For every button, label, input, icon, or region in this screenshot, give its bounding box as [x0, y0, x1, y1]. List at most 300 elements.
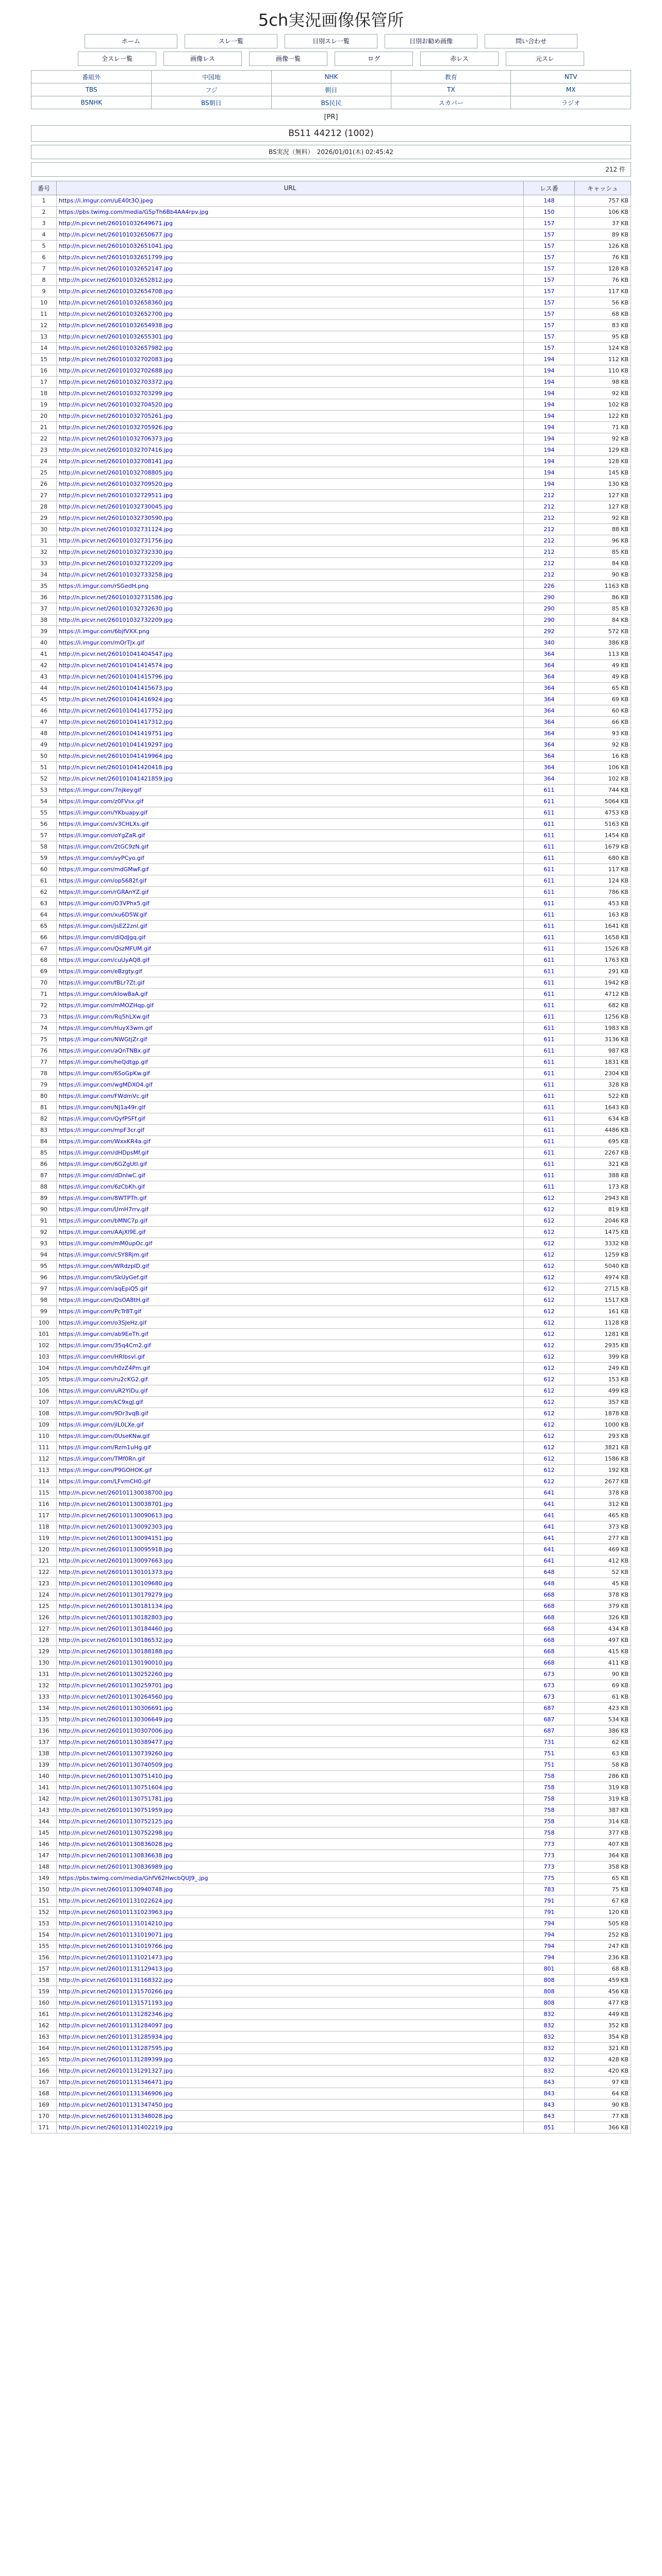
res-number-link[interactable]: 611	[543, 1183, 555, 1190]
res-number-link[interactable]: 611	[543, 787, 555, 793]
res-number-link[interactable]: 612	[543, 1217, 555, 1224]
nav-all-threads[interactable]: 全スレ一覧	[78, 52, 156, 66]
res-number-link[interactable]: 612	[543, 1308, 555, 1315]
res-number-link[interactable]: 364	[543, 753, 555, 759]
res-number-link[interactable]: 612	[543, 1240, 555, 1247]
image-url-link[interactable]: https://i.imgur.com/QszMFUM.gif	[59, 945, 151, 952]
res-number-link[interactable]: 194	[543, 469, 555, 476]
nav-daily-recommended[interactable]: 日別お勧め画像	[385, 34, 477, 48]
image-url-link[interactable]: https://i.imgur.com/bMNC7p.gif	[59, 1217, 147, 1224]
nav-log[interactable]: ログ	[335, 52, 413, 66]
res-number-link[interactable]: 668	[543, 1591, 555, 1598]
channel-link[interactable]: NTV	[511, 71, 631, 83]
image-url-link[interactable]: https://i.imgur.com/9Dr3vqB.gif	[59, 1410, 148, 1417]
res-number-link[interactable]: 611	[543, 1002, 555, 1009]
res-number-link[interactable]: 641	[543, 1557, 555, 1564]
image-url-link[interactable]: https://i.imgur.com/QsOA8tH.gif	[59, 1297, 150, 1303]
image-url-link[interactable]: http://n.picvr.net/260101032706373.jpg	[59, 435, 173, 442]
image-url-link[interactable]: http://n.picvr.net/260101131571193.jpg	[59, 1999, 173, 2006]
res-number-link[interactable]: 612	[543, 1365, 555, 1371]
image-url-link[interactable]: http://n.picvr.net/260101131129413.jpg	[59, 1965, 173, 1972]
res-number-link[interactable]: 758	[543, 1773, 555, 1780]
image-url-link[interactable]: https://i.imgur.com/vyPCyo.gif	[59, 855, 144, 861]
image-url-link[interactable]: https://i.imgur.com/dlQdJgq.gif	[59, 934, 146, 941]
image-url-link[interactable]: https://i.imgur.com/AAjXl9E.gif	[59, 1229, 146, 1235]
image-url-link[interactable]: http://n.picvr.net/260101130179279.jpg	[59, 1591, 173, 1598]
image-url-link[interactable]: http://n.picvr.net/260101131348028.jpg	[59, 2113, 173, 2120]
res-number-link[interactable]: 773	[543, 1841, 555, 1848]
res-number-link[interactable]: 641	[543, 1501, 555, 1507]
nav-contact[interactable]: 問い合わせ	[485, 34, 577, 48]
image-url-link[interactable]: https://i.imgur.com/P9GOHOK.gif	[59, 1467, 152, 1473]
image-url-link[interactable]: https://i.imgur.com/uR2YIDu.gif	[59, 1387, 148, 1394]
image-url-link[interactable]: http://n.picvr.net/260101130752125.jpg	[59, 1818, 173, 1825]
res-number-link[interactable]: 612	[543, 1206, 555, 1213]
res-number-link[interactable]: 364	[543, 651, 555, 657]
res-number-link[interactable]: 758	[543, 1818, 555, 1825]
res-number-link[interactable]: 612	[543, 1399, 555, 1405]
res-number-link[interactable]: 157	[543, 288, 555, 295]
image-url-link[interactable]: http://n.picvr.net/260101032731756.jpg	[59, 537, 173, 544]
channel-link[interactable]: 朝日	[271, 83, 391, 96]
image-url-link[interactable]: https://i.imgur.com/HRIbsvl.gif	[59, 1353, 145, 1360]
res-number-link[interactable]: 612	[543, 1297, 555, 1303]
res-number-link[interactable]: 212	[543, 503, 555, 510]
image-url-link[interactable]: https://i.imgur.com/rSGedH.png	[59, 583, 149, 589]
image-url-link[interactable]: http://n.picvr.net/260101131284097.jpg	[59, 2022, 173, 2029]
res-number-link[interactable]: 148	[543, 197, 555, 204]
channel-link[interactable]: TBS	[31, 83, 152, 96]
image-url-link[interactable]: http://n.picvr.net/260101032730045.jpg	[59, 503, 173, 510]
image-url-link[interactable]: https://i.imgur.com/8WTPTh.gif	[59, 1195, 147, 1201]
res-number-link[interactable]: 150	[543, 209, 555, 215]
image-url-link[interactable]: https://i.imgur.com/rGRAnYZ.gif	[59, 889, 149, 895]
res-number-link[interactable]: 611	[543, 821, 555, 827]
res-number-link[interactable]: 612	[543, 1342, 555, 1349]
image-url-link[interactable]: http://n.picvr.net/260101032703299.jpg	[59, 390, 173, 397]
channel-link[interactable]: 番組外	[31, 71, 152, 83]
res-number-link[interactable]: 611	[543, 1161, 555, 1167]
res-number-link[interactable]: 612	[543, 1387, 555, 1394]
res-number-link[interactable]: 648	[543, 1569, 555, 1575]
image-url-link[interactable]: http://n.picvr.net/260101032707416.jpg	[59, 447, 173, 453]
channel-link[interactable]: TX	[391, 83, 511, 96]
res-number-link[interactable]: 612	[543, 1410, 555, 1417]
image-url-link[interactable]: http://n.picvr.net/260101041415796.jpg	[59, 673, 173, 680]
image-url-link[interactable]: http://n.picvr.net/260101032732330.jpg	[59, 549, 173, 555]
res-number-link[interactable]: 832	[543, 2022, 555, 2029]
image-url-link[interactable]: http://n.picvr.net/260101032732209.jpg	[59, 560, 173, 567]
res-number-link[interactable]: 157	[543, 243, 555, 249]
nav-original-thread[interactable]: 元スレ	[506, 52, 584, 66]
res-number-link[interactable]: 773	[543, 1863, 555, 1870]
image-url-link[interactable]: http://n.picvr.net/260101130751959.jpg	[59, 1807, 173, 1814]
nav-image-res[interactable]: 画像レス	[163, 52, 242, 66]
image-url-link[interactable]: https://i.imgur.com/0UseKNw.gif	[59, 1433, 150, 1439]
res-number-link[interactable]: 611	[543, 1138, 555, 1145]
image-url-link[interactable]: http://n.picvr.net/260101032704520.jpg	[59, 401, 173, 408]
image-url-link[interactable]: http://n.picvr.net/260101131285934.jpg	[59, 2033, 173, 2040]
image-url-link[interactable]: http://n.picvr.net/260101032708141.jpg	[59, 458, 173, 465]
channel-link[interactable]: BS民民	[271, 96, 391, 109]
res-number-link[interactable]: 794	[543, 1920, 555, 1927]
res-number-link[interactable]: 758	[543, 1829, 555, 1836]
res-number-link[interactable]: 194	[543, 447, 555, 453]
image-url-link[interactable]: http://n.picvr.net/260101041420418.jpg	[59, 764, 173, 771]
image-url-link[interactable]: https://i.imgur.com/6SoGpKw.gif	[59, 1070, 150, 1077]
res-number-link[interactable]: 212	[543, 571, 555, 578]
nav-home[interactable]: ホーム	[85, 34, 177, 48]
image-url-link[interactable]: http://n.picvr.net/260101130186532.jpg	[59, 1637, 173, 1643]
image-url-link[interactable]: http://n.picvr.net/260101131023963.jpg	[59, 1909, 173, 1916]
res-number-link[interactable]: 832	[543, 2033, 555, 2040]
image-url-link[interactable]: http://n.picvr.net/260101032652147.jpg	[59, 265, 173, 272]
res-number-link[interactable]: 612	[543, 1274, 555, 1281]
res-number-link[interactable]: 611	[543, 934, 555, 941]
res-number-link[interactable]: 611	[543, 1104, 555, 1111]
res-number-link[interactable]: 758	[543, 1795, 555, 1802]
image-url-link[interactable]: http://n.picvr.net/260101130092303.jpg	[59, 1523, 173, 1530]
image-url-link[interactable]: http://n.picvr.net/260101032650677.jpg	[59, 231, 173, 238]
image-url-link[interactable]: http://n.picvr.net/260101032657982.jpg	[59, 345, 173, 351]
image-url-link[interactable]: https://i.imgur.com/O3VPhx5.gif	[59, 900, 150, 907]
image-url-link[interactable]: https://i.imgur.com/mM0upOc.gif	[59, 1240, 153, 1247]
image-url-link[interactable]: http://n.picvr.net/260101130181134.jpg	[59, 1603, 173, 1609]
res-number-link[interactable]: 364	[543, 775, 555, 782]
res-number-link[interactable]: 612	[543, 1319, 555, 1326]
image-url-link[interactable]: https://i.imgur.com/dDnIwC.gif	[59, 1172, 145, 1179]
res-number-link[interactable]: 611	[543, 1036, 555, 1043]
image-url-link[interactable]: https://i.imgur.com/cSY8Rjm.gif	[59, 1251, 148, 1258]
image-url-link[interactable]: http://n.picvr.net/260101032705926.jpg	[59, 424, 173, 431]
res-number-link[interactable]: 194	[543, 356, 555, 363]
res-number-link[interactable]: 832	[543, 2067, 555, 2074]
image-url-link[interactable]: http://n.picvr.net/260101032729511.jpg	[59, 492, 173, 499]
res-number-link[interactable]: 668	[543, 1637, 555, 1643]
res-number-link[interactable]: 611	[543, 832, 555, 839]
image-url-link[interactable]: http://n.picvr.net/260101131346906.jpg	[59, 2090, 173, 2097]
res-number-link[interactable]: 194	[543, 424, 555, 431]
res-number-link[interactable]: 212	[543, 515, 555, 521]
res-number-link[interactable]: 791	[543, 1909, 555, 1916]
image-url-link[interactable]: http://n.picvr.net/260101032708805.jpg	[59, 469, 173, 476]
image-url-link[interactable]: http://n.picvr.net/260101130836638.jpg	[59, 1852, 173, 1859]
image-url-link[interactable]: http://n.picvr.net/260101130094151.jpg	[59, 1535, 173, 1541]
res-number-link[interactable]: 611	[543, 1081, 555, 1088]
res-number-link[interactable]: 687	[543, 1705, 555, 1711]
res-number-link[interactable]: 611	[543, 866, 555, 873]
image-url-link[interactable]: http://n.picvr.net/260101032649671.jpg	[59, 220, 173, 227]
res-number-link[interactable]: 832	[543, 2045, 555, 2052]
image-url-link[interactable]: https://pbs.twimg.com/media/G5pTh6Bb4AA4rpv.jpg	[59, 209, 209, 215]
res-number-link[interactable]: 611	[543, 809, 555, 816]
image-url-link[interactable]: https://i.imgur.com/FWdmVc.gif	[59, 1093, 148, 1099]
image-url-link[interactable]: https://i.imgur.com/v3CHLXs.gif	[59, 821, 149, 827]
image-url-link[interactable]: http://n.picvr.net/260101130101373.jpg	[59, 1569, 173, 1575]
image-url-link[interactable]: https://i.imgur.com/oYgZaR.gif	[59, 832, 145, 839]
image-url-link[interactable]: https://i.imgur.com/NWGtjZr.gif	[59, 1036, 147, 1043]
res-number-link[interactable]: 751	[543, 1761, 555, 1768]
res-number-link[interactable]: 611	[543, 900, 555, 907]
image-url-link[interactable]: https://i.imgur.com/UmH7rrv.gif	[59, 1206, 148, 1213]
image-url-link[interactable]: https://i.imgur.com/LFvmCH0.gif	[59, 1478, 151, 1485]
res-number-link[interactable]: 843	[543, 2102, 555, 2108]
image-url-link[interactable]: https://i.imgur.com/6GZgUtI.gif	[59, 1161, 147, 1167]
image-url-link[interactable]: https://i.imgur.com/aQnTNBx.gif	[59, 1047, 150, 1054]
image-url-link[interactable]: http://n.picvr.net/260101131019071.jpg	[59, 1931, 173, 1938]
res-number-link[interactable]: 611	[543, 991, 555, 997]
image-url-link[interactable]: http://n.picvr.net/260101131291327.jpg	[59, 2067, 173, 2074]
image-url-link[interactable]: https://i.imgur.com/xu6D5W.gif	[59, 911, 147, 918]
image-url-link[interactable]: http://n.picvr.net/260101130307006.jpg	[59, 1727, 173, 1734]
channel-link[interactable]: BS朝日	[152, 96, 271, 109]
image-url-link[interactable]: http://n.picvr.net/260101130188188.jpg	[59, 1648, 173, 1655]
res-number-link[interactable]: 157	[543, 254, 555, 261]
image-url-link[interactable]: https://i.imgur.com/uE40t3O.jpeg	[59, 197, 153, 204]
image-url-link[interactable]: http://n.picvr.net/260101131346471.jpg	[59, 2079, 173, 2086]
nav-daily-threads[interactable]: 日別スレ一覧	[285, 34, 377, 48]
res-number-link[interactable]: 157	[543, 231, 555, 238]
res-number-link[interactable]: 794	[543, 1954, 555, 1961]
res-number-link[interactable]: 641	[543, 1523, 555, 1530]
res-number-link[interactable]: 157	[543, 265, 555, 272]
res-number-link[interactable]: 364	[543, 741, 555, 748]
image-url-link[interactable]: http://n.picvr.net/260101130038700.jpg	[59, 1489, 173, 1496]
res-number-link[interactable]: 687	[543, 1716, 555, 1723]
image-url-link[interactable]: http://n.picvr.net/260101131282346.jpg	[59, 2011, 173, 2018]
res-number-link[interactable]: 773	[543, 1852, 555, 1859]
image-url-link[interactable]: http://n.picvr.net/260101131019766.jpg	[59, 1943, 173, 1950]
res-number-link[interactable]: 611	[543, 798, 555, 805]
res-number-link[interactable]: 612	[543, 1285, 555, 1292]
res-number-link[interactable]: 157	[543, 311, 555, 317]
res-number-link[interactable]: 611	[543, 1115, 555, 1122]
image-url-link[interactable]: http://n.picvr.net/260101032702083.jpg	[59, 356, 173, 363]
res-number-link[interactable]: 290	[543, 594, 555, 601]
res-number-link[interactable]: 611	[543, 968, 555, 975]
image-url-link[interactable]: http://n.picvr.net/260101131014210.jpg	[59, 1920, 173, 1927]
image-url-link[interactable]: http://n.picvr.net/260101032652700.jpg	[59, 311, 173, 317]
res-number-link[interactable]: 194	[543, 379, 555, 385]
channel-link[interactable]: MX	[511, 83, 631, 96]
image-url-link[interactable]: http://n.picvr.net/260101130252260.jpg	[59, 1671, 173, 1677]
image-url-link[interactable]: http://n.picvr.net/260101130751410.jpg	[59, 1773, 173, 1780]
image-url-link[interactable]: http://n.picvr.net/260101131570266.jpg	[59, 1988, 173, 1995]
res-number-link[interactable]: 226	[543, 583, 555, 589]
res-number-link[interactable]: 157	[543, 333, 555, 340]
res-number-link[interactable]: 668	[543, 1625, 555, 1632]
image-url-link[interactable]: https://i.imgur.com/PcTr8T.gif	[59, 1308, 142, 1315]
res-number-link[interactable]: 290	[543, 617, 555, 623]
res-number-link[interactable]: 808	[543, 1999, 555, 2006]
res-number-link[interactable]: 611	[543, 1070, 555, 1077]
image-url-link[interactable]: https://i.imgur.com/NJ1a49r.gif	[59, 1104, 146, 1111]
thread-title[interactable]: BS11 44212 (1002)	[31, 125, 631, 142]
image-url-link[interactable]: http://n.picvr.net/260101032705261.jpg	[59, 413, 173, 419]
image-url-link[interactable]: http://n.picvr.net/260101032730590.jpg	[59, 515, 173, 521]
res-number-link[interactable]: 641	[543, 1512, 555, 1519]
image-url-link[interactable]: https://i.imgur.com/ab9EeTh.gif	[59, 1331, 148, 1337]
res-number-link[interactable]: 611	[543, 1047, 555, 1054]
image-url-link[interactable]: https://i.imgur.com/YKbuapy.gif	[59, 809, 147, 816]
image-url-link[interactable]: http://n.picvr.net/260101041416924.jpg	[59, 696, 173, 703]
channel-link[interactable]: フジ	[152, 83, 271, 96]
image-url-link[interactable]: http://n.picvr.net/260101130389477.jpg	[59, 1739, 173, 1745]
image-url-link[interactable]: http://n.picvr.net/260101131347450.jpg	[59, 2102, 173, 2108]
res-number-link[interactable]: 641	[543, 1546, 555, 1553]
image-url-link[interactable]: http://n.picvr.net/260101041419964.jpg	[59, 753, 173, 759]
res-number-link[interactable]: 794	[543, 1931, 555, 1938]
channel-link[interactable]: BSNHK	[31, 96, 152, 109]
image-url-link[interactable]: http://n.picvr.net/260101032655301.jpg	[59, 333, 173, 340]
res-number-link[interactable]: 611	[543, 889, 555, 895]
image-url-link[interactable]: https://i.imgur.com/Rzm1uHg.gif	[59, 1444, 151, 1451]
image-url-link[interactable]: http://n.picvr.net/260101032733258.jpg	[59, 571, 173, 578]
res-number-link[interactable]: 212	[543, 549, 555, 555]
image-url-link[interactable]: https://i.imgur.com/fBLr7Zt.gif	[59, 979, 145, 986]
image-url-link[interactable]: http://n.picvr.net/260101032658360.jpg	[59, 299, 173, 306]
res-number-link[interactable]: 194	[543, 401, 555, 408]
res-number-link[interactable]: 364	[543, 764, 555, 771]
res-number-link[interactable]: 673	[543, 1671, 555, 1677]
image-url-link[interactable]: http://n.picvr.net/260101130836028.jpg	[59, 1841, 173, 1848]
res-number-link[interactable]: 364	[543, 696, 555, 703]
image-url-link[interactable]: http://n.picvr.net/260101130836989.jpg	[59, 1863, 173, 1870]
res-number-link[interactable]: 832	[543, 2056, 555, 2063]
image-url-link[interactable]: https://i.imgur.com/SkUyGef.gif	[59, 1274, 147, 1281]
res-number-link[interactable]: 611	[543, 1127, 555, 1133]
channel-link[interactable]: ラジオ	[511, 96, 631, 109]
image-url-link[interactable]: https://i.imgur.com/o3SJeHz.gif	[59, 1319, 147, 1326]
res-number-link[interactable]: 340	[543, 639, 555, 646]
res-number-link[interactable]: 668	[543, 1603, 555, 1609]
res-number-link[interactable]: 194	[543, 413, 555, 419]
image-url-link[interactable]: http://n.picvr.net/260101130306649.jpg	[59, 1716, 173, 1723]
image-url-link[interactable]: http://n.picvr.net/260101130097663.jpg	[59, 1557, 173, 1564]
res-number-link[interactable]: 843	[543, 2113, 555, 2120]
res-number-link[interactable]: 612	[543, 1467, 555, 1473]
res-number-link[interactable]: 194	[543, 390, 555, 397]
image-url-link[interactable]: https://i.imgur.com/opS682f.gif	[59, 877, 147, 884]
res-number-link[interactable]: 758	[543, 1784, 555, 1791]
res-number-link[interactable]: 673	[543, 1682, 555, 1689]
res-number-link[interactable]: 611	[543, 945, 555, 952]
image-url-link[interactable]: http://n.picvr.net/260101130306691.jpg	[59, 1705, 173, 1711]
image-url-link[interactable]: https://i.imgur.com/WRdzpID.gif	[59, 1263, 150, 1269]
res-number-link[interactable]: 612	[543, 1444, 555, 1451]
image-url-link[interactable]: http://n.picvr.net/260101032732209.jpg	[59, 617, 173, 623]
image-url-link[interactable]: http://n.picvr.net/260101130259701.jpg	[59, 1682, 173, 1689]
image-url-link[interactable]: http://n.picvr.net/260101032702688.jpg	[59, 367, 173, 374]
res-number-link[interactable]: 641	[543, 1535, 555, 1541]
res-number-link[interactable]: 194	[543, 367, 555, 374]
channel-link[interactable]: スカパー	[391, 96, 511, 109]
image-url-link[interactable]: http://n.picvr.net/260101041421859.jpg	[59, 775, 173, 782]
image-url-link[interactable]: http://n.picvr.net/260101131287595.jpg	[59, 2045, 173, 2052]
image-url-link[interactable]: https://i.imgur.com/kC9xgJ.gif	[59, 1399, 143, 1405]
image-url-link[interactable]: http://n.picvr.net/260101032731124.jpg	[59, 526, 173, 533]
res-number-link[interactable]: 612	[543, 1478, 555, 1485]
res-number-link[interactable]: 611	[543, 923, 555, 929]
res-number-link[interactable]: 612	[543, 1376, 555, 1383]
res-number-link[interactable]: 775	[543, 1875, 555, 1882]
image-url-link[interactable]: https://i.imgur.com/7njkey.gif	[59, 787, 142, 793]
res-number-link[interactable]: 758	[543, 1807, 555, 1814]
image-url-link[interactable]: http://n.picvr.net/260101130190010.jpg	[59, 1659, 173, 1666]
res-number-link[interactable]: 364	[543, 707, 555, 714]
image-url-link[interactable]: http://n.picvr.net/260101131289399.jpg	[59, 2056, 173, 2063]
res-number-link[interactable]: 612	[543, 1229, 555, 1235]
res-number-link[interactable]: 611	[543, 1059, 555, 1065]
res-number-link[interactable]: 612	[543, 1433, 555, 1439]
image-url-link[interactable]: http://n.picvr.net/260101130182803.jpg	[59, 1614, 173, 1621]
res-number-link[interactable]: 157	[543, 345, 555, 351]
image-url-link[interactable]: https://i.imgur.com/HuyX3wm.gif	[59, 1025, 153, 1031]
res-number-link[interactable]: 794	[543, 1943, 555, 1950]
image-url-link[interactable]: http://n.picvr.net/260101032709520.jpg	[59, 481, 173, 487]
image-url-link[interactable]: http://n.picvr.net/260101130038701.jpg	[59, 1501, 173, 1507]
image-url-link[interactable]: https://i.imgur.com/mMOZHqp.gif	[59, 1002, 154, 1009]
nav-thread-list[interactable]: スレ一覧	[185, 34, 277, 48]
site-title[interactable]: 5ch実況画像保管所	[258, 10, 404, 30]
res-number-link[interactable]: 668	[543, 1648, 555, 1655]
image-url-link[interactable]: http://n.picvr.net/260101032654938.jpg	[59, 322, 173, 329]
res-number-link[interactable]: 611	[543, 1025, 555, 1031]
image-url-link[interactable]: http://n.picvr.net/260101041415673.jpg	[59, 685, 173, 691]
res-number-link[interactable]: 612	[543, 1331, 555, 1337]
image-url-link[interactable]: http://n.picvr.net/260101041419297.jpg	[59, 741, 173, 748]
res-number-link[interactable]: 611	[543, 911, 555, 918]
res-number-link[interactable]: 612	[543, 1251, 555, 1258]
image-url-link[interactable]: http://n.picvr.net/260101032654708.jpg	[59, 288, 173, 295]
res-number-link[interactable]: 157	[543, 277, 555, 283]
image-url-link[interactable]: http://n.picvr.net/260101130751781.jpg	[59, 1795, 173, 1802]
image-url-link[interactable]: http://n.picvr.net/260101041417752.jpg	[59, 707, 173, 714]
image-url-link[interactable]: http://n.picvr.net/260101032651041.jpg	[59, 243, 173, 249]
res-number-link[interactable]: 611	[543, 1013, 555, 1020]
image-url-link[interactable]: http://n.picvr.net/260101032732630.jpg	[59, 605, 173, 612]
res-number-link[interactable]: 194	[543, 458, 555, 465]
res-number-link[interactable]: 611	[543, 877, 555, 884]
image-url-link[interactable]: http://n.picvr.net/260101041417312.jpg	[59, 719, 173, 725]
image-url-link[interactable]: http://n.picvr.net/260101131402219.jpg	[59, 2124, 173, 2131]
nav-red-res[interactable]: 赤レス	[420, 52, 499, 66]
res-number-link[interactable]: 673	[543, 1693, 555, 1700]
res-number-link[interactable]: 212	[543, 560, 555, 567]
res-number-link[interactable]: 364	[543, 673, 555, 680]
nav-image-list[interactable]: 画像一覧	[249, 52, 327, 66]
image-url-link[interactable]: https://i.imgur.com/QyfPSFf.gif	[59, 1115, 145, 1122]
res-number-link[interactable]: 612	[543, 1353, 555, 1360]
res-number-link[interactable]: 364	[543, 685, 555, 691]
res-number-link[interactable]: 612	[543, 1263, 555, 1269]
res-number-link[interactable]: 611	[543, 1172, 555, 1179]
res-number-link[interactable]: 212	[543, 526, 555, 533]
image-url-link[interactable]: https://i.imgur.com/dHDpsMf.gif	[59, 1149, 149, 1156]
res-number-link[interactable]: 832	[543, 2011, 555, 2018]
res-number-link[interactable]: 687	[543, 1727, 555, 1734]
res-number-link[interactable]: 364	[543, 730, 555, 737]
image-url-link[interactable]: https://i.imgur.com/WxxKR4a.gif	[59, 1138, 151, 1145]
image-url-link[interactable]: https://i.imgur.com/TMf0Rn.gif	[59, 1455, 145, 1462]
image-url-link[interactable]: https://i.imgur.com/heQdtgp.gif	[59, 1059, 148, 1065]
res-number-link[interactable]: 808	[543, 1988, 555, 1995]
image-url-link[interactable]: https://i.imgur.com/mdGMwF.gif	[59, 866, 149, 873]
image-url-link[interactable]: https://i.imgur.com/6bjfVXX.png	[59, 628, 150, 635]
image-url-link[interactable]: http://n.picvr.net/260101130090613.jpg	[59, 1512, 173, 1519]
res-number-link[interactable]: 843	[543, 2090, 555, 2097]
image-url-link[interactable]: http://n.picvr.net/260101131022624.jpg	[59, 1897, 173, 1904]
